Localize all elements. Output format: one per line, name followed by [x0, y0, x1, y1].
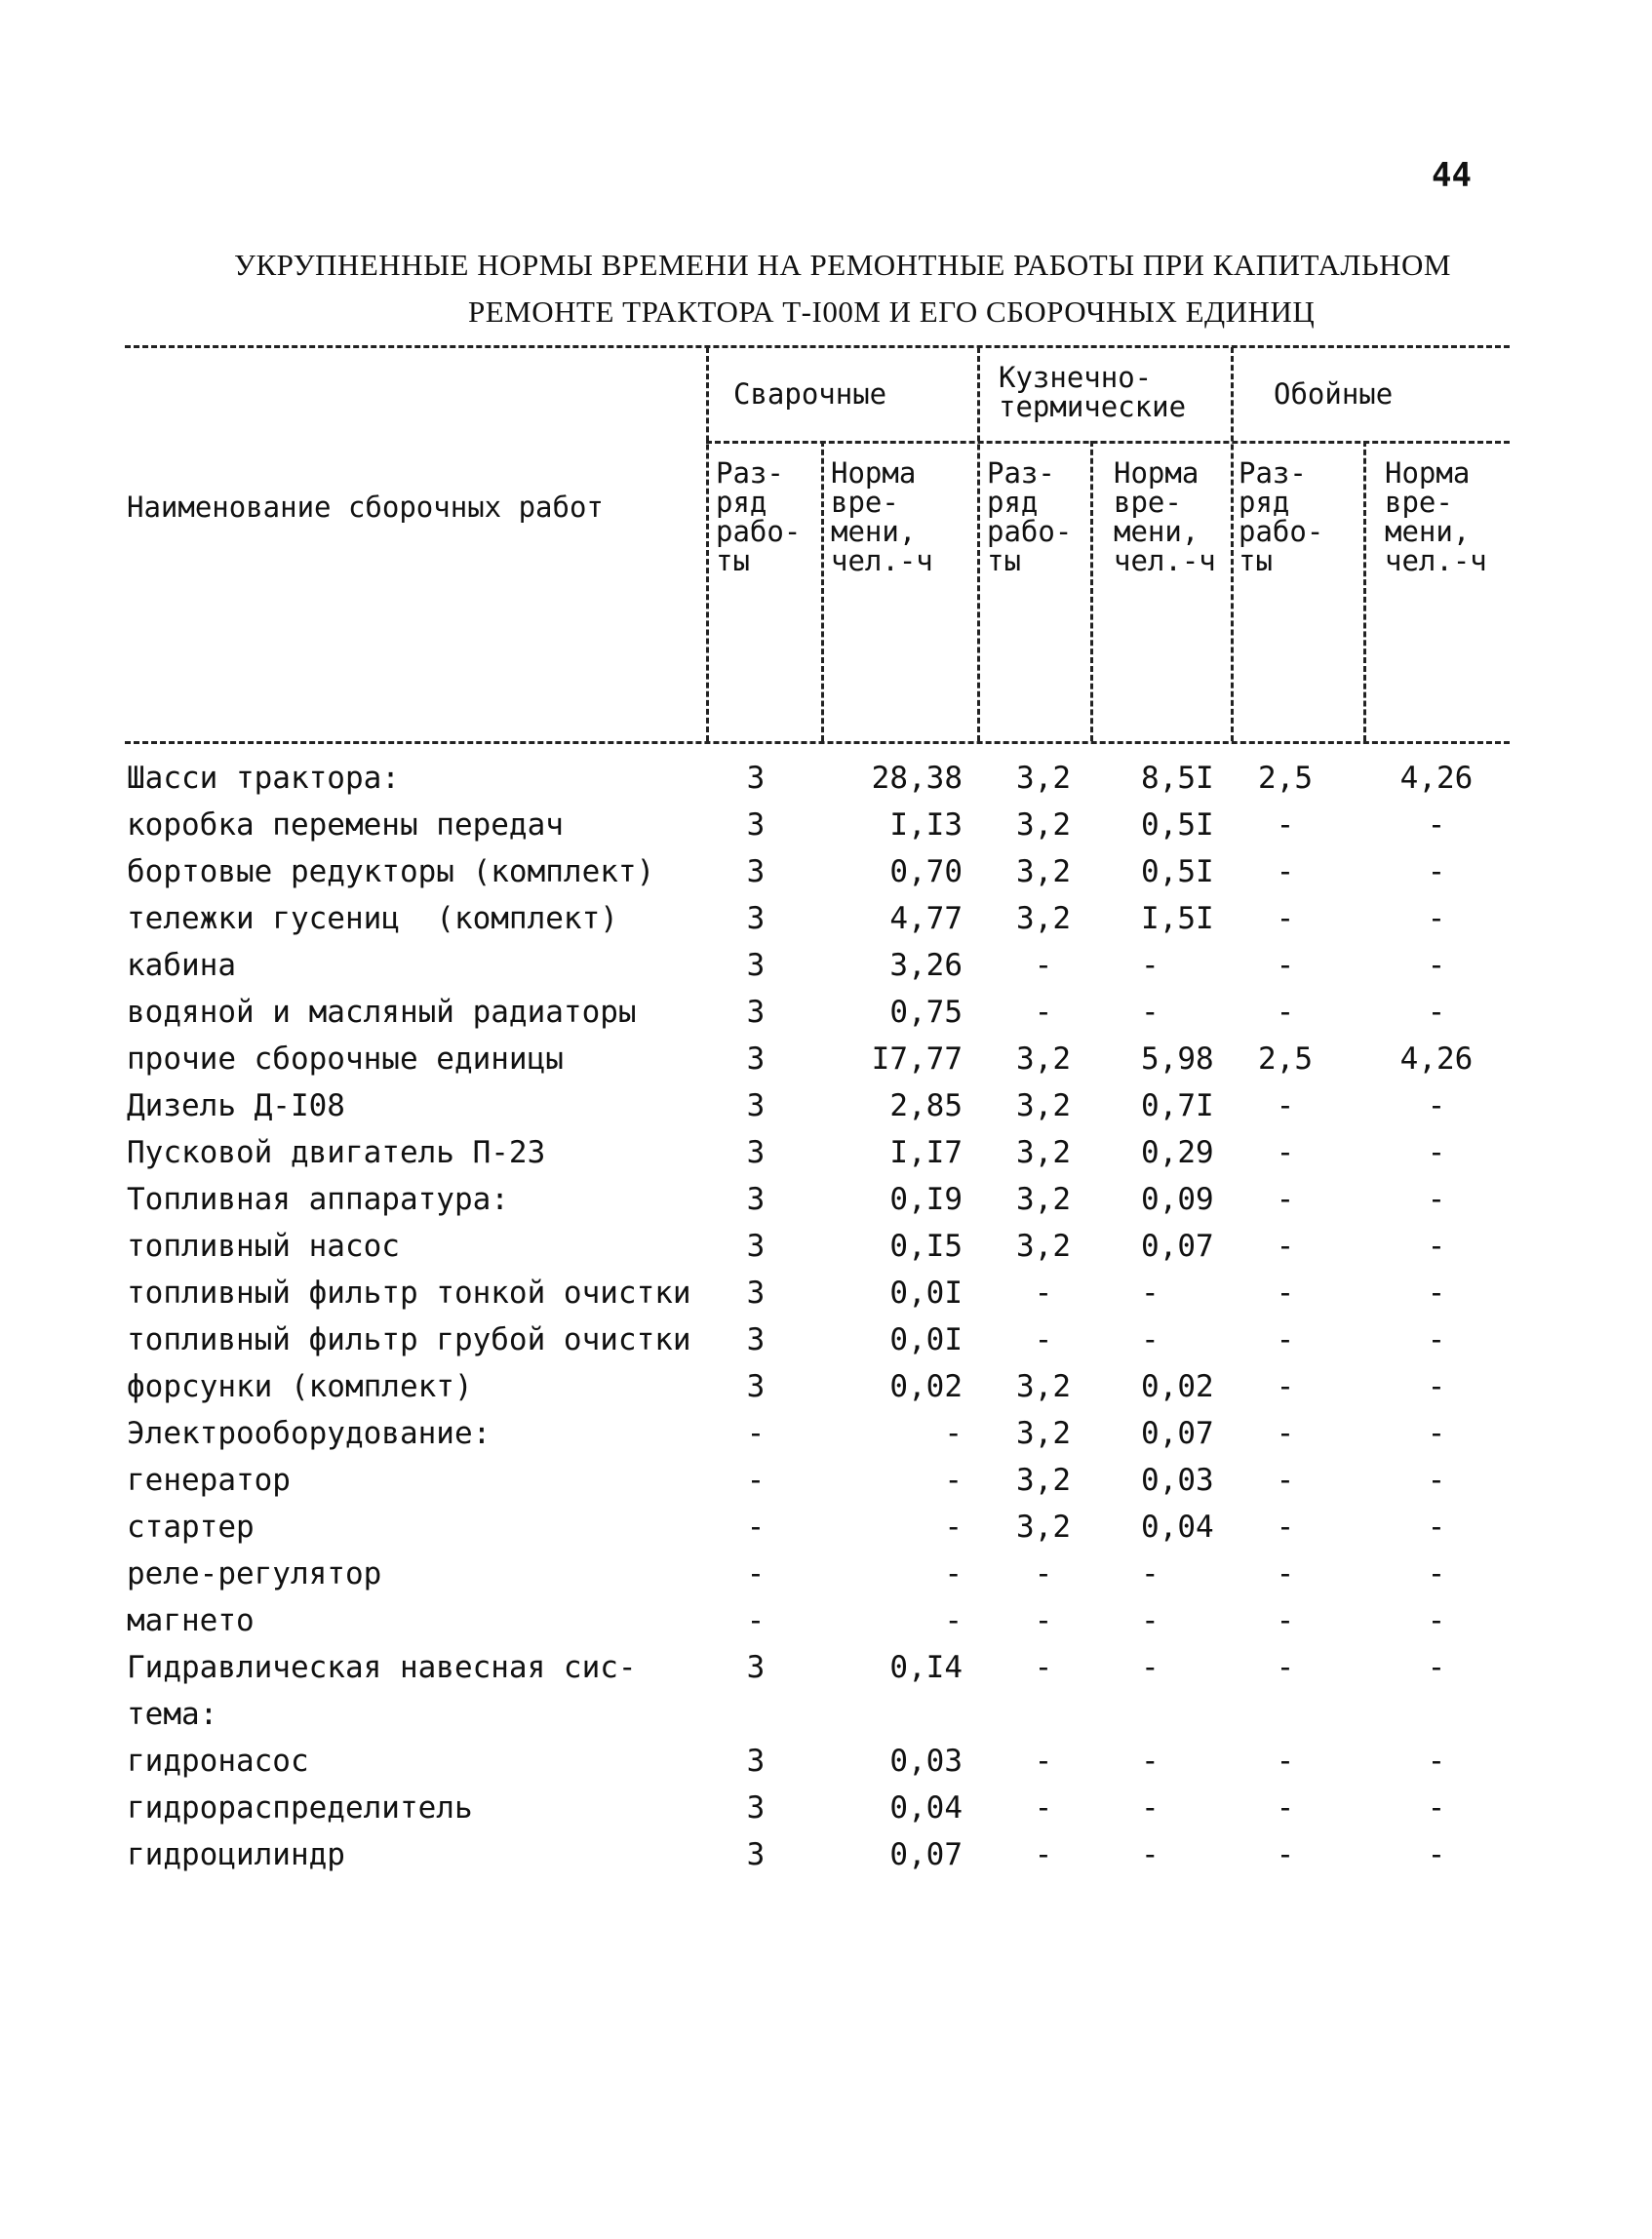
svar-norm-cell: -: [944, 1603, 963, 1638]
ob-norm-cell: -: [1427, 854, 1446, 889]
svar-norm-cell: 28,38: [871, 761, 963, 796]
svar-norm-cell: I,I7: [889, 1135, 963, 1170]
row-name: кабина: [127, 948, 236, 983]
table-row: [0, 1318, 1652, 1365]
table-row: [0, 1740, 1652, 1787]
row-name: топливный фильтр грубой очистки: [127, 1322, 691, 1357]
ob-norm-cell: -: [1427, 948, 1446, 983]
table-row: [0, 1365, 1652, 1412]
svar-rank-cell: -: [746, 1510, 766, 1545]
kuz-rank-cell: -: [1034, 1603, 1053, 1638]
ob-norm-cell: -: [1427, 1322, 1446, 1357]
kuz-rank-cell: -: [1034, 1744, 1053, 1779]
svar-rank-cell: 3: [746, 1135, 766, 1170]
svar-norm-cell: 0,07: [889, 1837, 963, 1872]
row-name: Топливная аппаратура:: [127, 1182, 509, 1217]
svar-rank-cell: 3: [746, 948, 766, 983]
svar-rank-cell: 3: [746, 1322, 766, 1357]
svar-norm-cell: 0,03: [889, 1744, 963, 1779]
row-name: тележки гусениц (комплект): [127, 901, 618, 936]
column-divider-svar-sub: [821, 441, 824, 741]
kuz-norm-cell: 0,5I: [1141, 854, 1214, 889]
kuz-rank-cell: 3,2: [1016, 1182, 1071, 1217]
row-name: Пусковой двигатель П-23: [127, 1135, 546, 1170]
table-body: [0, 757, 1652, 1880]
kuz-rank-cell: -: [1034, 1837, 1053, 1872]
column-divider-kuz-sub: [1090, 441, 1093, 741]
column-divider-ob: [1231, 347, 1234, 741]
row-name: Шасси трактора:: [127, 761, 400, 796]
kuz-norm-cell: -: [1141, 1276, 1160, 1311]
kuz-rank-cell: 3,2: [1016, 1135, 1071, 1170]
table-row: [0, 897, 1652, 944]
row-name: реле-регулятор: [127, 1556, 382, 1591]
kuz-norm-cell: -: [1141, 1650, 1160, 1685]
ob-norm-cell: 4,26: [1399, 761, 1474, 796]
header-kuz-rank: Раз- ряд рабо- ты: [987, 456, 1073, 577]
ob-norm-cell: -: [1427, 1556, 1446, 1591]
svar-norm-cell: 0,I5: [889, 1229, 963, 1264]
kuz-norm-cell: 0,7I: [1141, 1088, 1214, 1123]
page-number: 44: [1432, 156, 1472, 195]
row-name: топливный насос: [127, 1229, 400, 1264]
table-row: [0, 1787, 1652, 1833]
row-name: гидроцилиндр: [127, 1837, 345, 1872]
svar-rank-cell: -: [746, 1603, 766, 1638]
table-row: [0, 1084, 1652, 1131]
kuz-norm-cell: -: [1141, 1322, 1160, 1357]
ob-norm-cell: -: [1427, 807, 1446, 843]
row-name: прочие сборочные единицы: [127, 1041, 564, 1077]
table-row: [0, 1131, 1652, 1178]
ob-rank-cell: -: [1276, 1837, 1295, 1872]
kuz-norm-cell: 5,98: [1141, 1041, 1214, 1077]
column-divider-ob-sub: [1363, 441, 1366, 741]
ob-norm-cell: -: [1427, 1229, 1446, 1264]
svar-norm-cell: 4,77: [889, 901, 963, 936]
table-row: [0, 1646, 1652, 1693]
header-svar-norm: Норма вре- мени, чел.-ч: [831, 456, 933, 577]
ob-norm-cell: -: [1427, 901, 1446, 936]
ob-norm-cell: -: [1427, 1603, 1446, 1638]
table-header-bottom-rule: [125, 741, 1510, 744]
table-row: [0, 1693, 1652, 1740]
ob-rank-cell: -: [1276, 1603, 1295, 1638]
ob-norm-cell: 4,26: [1399, 1041, 1474, 1077]
header-name-column: Наименование сборочных работ: [127, 491, 604, 524]
ob-rank-cell: 2,5: [1258, 1041, 1313, 1077]
kuz-rank-cell: -: [1034, 1650, 1053, 1685]
row-name: Гидравлическая навесная сис-: [127, 1650, 637, 1685]
ob-norm-cell: -: [1427, 1510, 1446, 1545]
ob-rank-cell: -: [1276, 1182, 1295, 1217]
kuz-norm-cell: -: [1141, 1603, 1160, 1638]
svar-rank-cell: 3: [746, 1276, 766, 1311]
kuz-rank-cell: -: [1034, 1322, 1053, 1357]
svar-rank-cell: 3: [746, 1744, 766, 1779]
ob-rank-cell: -: [1276, 1510, 1295, 1545]
kuz-rank-cell: 3,2: [1016, 1463, 1071, 1498]
svar-rank-cell: -: [746, 1416, 766, 1451]
kuz-norm-cell: 0,5I: [1141, 807, 1214, 843]
ob-norm-cell: -: [1427, 995, 1446, 1030]
ob-rank-cell: -: [1276, 1135, 1295, 1170]
svar-norm-cell: 2,85: [889, 1088, 963, 1123]
table-row: [0, 991, 1652, 1038]
kuz-rank-cell: 3,2: [1016, 1416, 1071, 1451]
kuz-norm-cell: -: [1141, 995, 1160, 1030]
kuz-norm-cell: 0,02: [1141, 1369, 1214, 1404]
kuz-rank-cell: 3,2: [1016, 1088, 1071, 1123]
svar-rank-cell: 3: [746, 1650, 766, 1685]
svar-norm-cell: 0,75: [889, 995, 963, 1030]
header-svar-rank: Раз- ряд рабо- ты: [716, 456, 802, 577]
kuz-rank-cell: 3,2: [1016, 807, 1071, 843]
ob-rank-cell: -: [1276, 1790, 1295, 1826]
header-group-ob: Обойные: [1274, 377, 1394, 411]
table-top-rule: [125, 345, 1510, 348]
svar-norm-cell: -: [944, 1510, 963, 1545]
ob-rank-cell: -: [1276, 901, 1295, 936]
ob-rank-cell: -: [1276, 1088, 1295, 1123]
table-row: [0, 1506, 1652, 1552]
ob-rank-cell: -: [1276, 1463, 1295, 1498]
svar-rank-cell: 3: [746, 901, 766, 936]
ob-norm-cell: -: [1427, 1650, 1446, 1685]
svar-rank-cell: 3: [746, 1182, 766, 1217]
row-name: магнето: [127, 1603, 255, 1638]
svar-rank-cell: -: [746, 1463, 766, 1498]
row-name: Дизель Д-I08: [127, 1088, 345, 1123]
kuz-norm-cell: 0,03: [1141, 1463, 1214, 1498]
ob-norm-cell: -: [1427, 1416, 1446, 1451]
header-ob-norm: Норма вре- мени, чел.-ч: [1385, 456, 1487, 577]
svar-rank-cell: 3: [746, 1369, 766, 1404]
table-row: [0, 944, 1652, 991]
table-row: [0, 804, 1652, 850]
svar-rank-cell: 3: [746, 854, 766, 889]
svar-rank-cell: 3: [746, 1088, 766, 1123]
ob-rank-cell: -: [1276, 854, 1295, 889]
row-name: тема:: [127, 1697, 218, 1732]
kuz-norm-cell: -: [1141, 1744, 1160, 1779]
svar-norm-cell: -: [944, 1556, 963, 1591]
ob-norm-cell: -: [1427, 1463, 1446, 1498]
kuz-rank-cell: -: [1034, 948, 1053, 983]
ob-rank-cell: -: [1276, 1744, 1295, 1779]
table-row: [0, 1178, 1652, 1225]
kuz-norm-cell: -: [1141, 1790, 1160, 1826]
ob-rank-cell: -: [1276, 1322, 1295, 1357]
kuz-norm-cell: -: [1141, 948, 1160, 983]
svar-rank-cell: 3: [746, 1229, 766, 1264]
ob-rank-cell: -: [1276, 807, 1295, 843]
table-row: [0, 1038, 1652, 1084]
kuz-norm-cell: 8,5I: [1141, 761, 1214, 796]
table-row: [0, 1272, 1652, 1318]
ob-norm-cell: -: [1427, 1088, 1446, 1123]
table-row: [0, 1459, 1652, 1506]
ob-rank-cell: -: [1276, 948, 1295, 983]
svar-norm-cell: 0,02: [889, 1369, 963, 1404]
svar-norm-cell: 0,I9: [889, 1182, 963, 1217]
row-name: стартер: [127, 1510, 255, 1545]
ob-norm-cell: -: [1427, 1744, 1446, 1779]
row-name: гидрораспределитель: [127, 1790, 473, 1826]
ob-norm-cell: -: [1427, 1790, 1446, 1826]
ob-norm-cell: -: [1427, 1135, 1446, 1170]
svar-norm-cell: 0,0I: [889, 1276, 963, 1311]
row-name: топливный фильтр тонкой очистки: [127, 1276, 691, 1311]
svar-norm-cell: -: [944, 1463, 963, 1498]
row-name: водяной и масляный радиаторы: [127, 995, 637, 1030]
title-line-2: РЕМОНТЕ ТРАКТОРА Т-I00М И ЕГО СБОРОЧНЫХ ЕДИНИЦ: [468, 295, 1316, 329]
svar-rank-cell: 3: [746, 995, 766, 1030]
ob-rank-cell: -: [1276, 1416, 1295, 1451]
kuz-rank-cell: 3,2: [1016, 761, 1071, 796]
row-name: гидронасос: [127, 1744, 309, 1779]
column-divider-name: [706, 347, 709, 741]
kuz-norm-cell: -: [1141, 1556, 1160, 1591]
svar-rank-cell: 3: [746, 761, 766, 796]
kuz-rank-cell: 3,2: [1016, 854, 1071, 889]
svar-norm-cell: -: [944, 1416, 963, 1451]
row-name: коробка перемены передач: [127, 807, 564, 843]
ob-norm-cell: -: [1427, 1276, 1446, 1311]
table-row: [0, 757, 1652, 804]
row-name: Электрооборудование:: [127, 1416, 492, 1451]
title-line-1: УКРУПНЕННЫЕ НОРМЫ ВРЕМЕНИ НА РЕМОНТНЫЕ РАБОТЫ ПРИ КАПИТАЛЬНОМ: [234, 248, 1451, 282]
table-row: [0, 1552, 1652, 1599]
kuz-rank-cell: -: [1034, 995, 1053, 1030]
header-group-kuz: Кузнечно- термические: [999, 361, 1187, 423]
kuz-rank-cell: 3,2: [1016, 901, 1071, 936]
row-name: форсунки (комплект): [127, 1369, 473, 1404]
kuz-norm-cell: 0,07: [1141, 1416, 1214, 1451]
kuz-norm-cell: I,5I: [1141, 901, 1214, 936]
svar-norm-cell: 3,26: [889, 948, 963, 983]
row-name: генератор: [127, 1463, 291, 1498]
ob-rank-cell: -: [1276, 1229, 1295, 1264]
svar-rank-cell: -: [746, 1556, 766, 1591]
svar-rank-cell: 3: [746, 1790, 766, 1826]
header-ob-rank: Раз- ряд рабо- ты: [1239, 456, 1324, 577]
kuz-rank-cell: 3,2: [1016, 1229, 1071, 1264]
header-group-svar: Сварочные: [733, 377, 887, 411]
svar-rank-cell: 3: [746, 1041, 766, 1077]
document-title: [234, 242, 1451, 335]
table-row: [0, 1833, 1652, 1880]
svar-norm-cell: 0,04: [889, 1790, 963, 1826]
row-name: бортовые редукторы (комплект): [127, 854, 655, 889]
group-header-rule: [706, 441, 1510, 444]
svar-rank-cell: 3: [746, 1837, 766, 1872]
kuz-rank-cell: 3,2: [1016, 1041, 1071, 1077]
kuz-rank-cell: 3,2: [1016, 1369, 1071, 1404]
svar-norm-cell: 0,I4: [889, 1650, 963, 1685]
kuz-norm-cell: 0,09: [1141, 1182, 1214, 1217]
kuz-norm-cell: -: [1141, 1837, 1160, 1872]
table-row: [0, 1225, 1652, 1272]
table-row: [0, 850, 1652, 897]
table-row: [0, 1412, 1652, 1459]
kuz-norm-cell: 0,29: [1141, 1135, 1214, 1170]
column-divider-kuz: [977, 347, 980, 741]
header-kuz-norm: Норма вре- мени, чел.-ч: [1114, 456, 1216, 577]
ob-rank-cell: -: [1276, 1650, 1295, 1685]
ob-norm-cell: -: [1427, 1369, 1446, 1404]
svar-norm-cell: 0,0I: [889, 1322, 963, 1357]
ob-rank-cell: -: [1276, 1369, 1295, 1404]
ob-rank-cell: -: [1276, 995, 1295, 1030]
kuz-norm-cell: 0,04: [1141, 1510, 1214, 1545]
svar-rank-cell: 3: [746, 807, 766, 843]
kuz-rank-cell: -: [1034, 1556, 1053, 1591]
ob-norm-cell: -: [1427, 1182, 1446, 1217]
kuz-norm-cell: 0,07: [1141, 1229, 1214, 1264]
ob-rank-cell: 2,5: [1258, 761, 1313, 796]
svar-norm-cell: I,I3: [889, 807, 963, 843]
kuz-rank-cell: -: [1034, 1790, 1053, 1826]
svar-norm-cell: I7,77: [871, 1041, 963, 1077]
svar-norm-cell: 0,70: [889, 854, 963, 889]
table-row: [0, 1599, 1652, 1646]
ob-norm-cell: -: [1427, 1837, 1446, 1872]
kuz-rank-cell: -: [1034, 1276, 1053, 1311]
ob-rank-cell: -: [1276, 1556, 1295, 1591]
kuz-rank-cell: 3,2: [1016, 1510, 1071, 1545]
ob-rank-cell: -: [1276, 1276, 1295, 1311]
